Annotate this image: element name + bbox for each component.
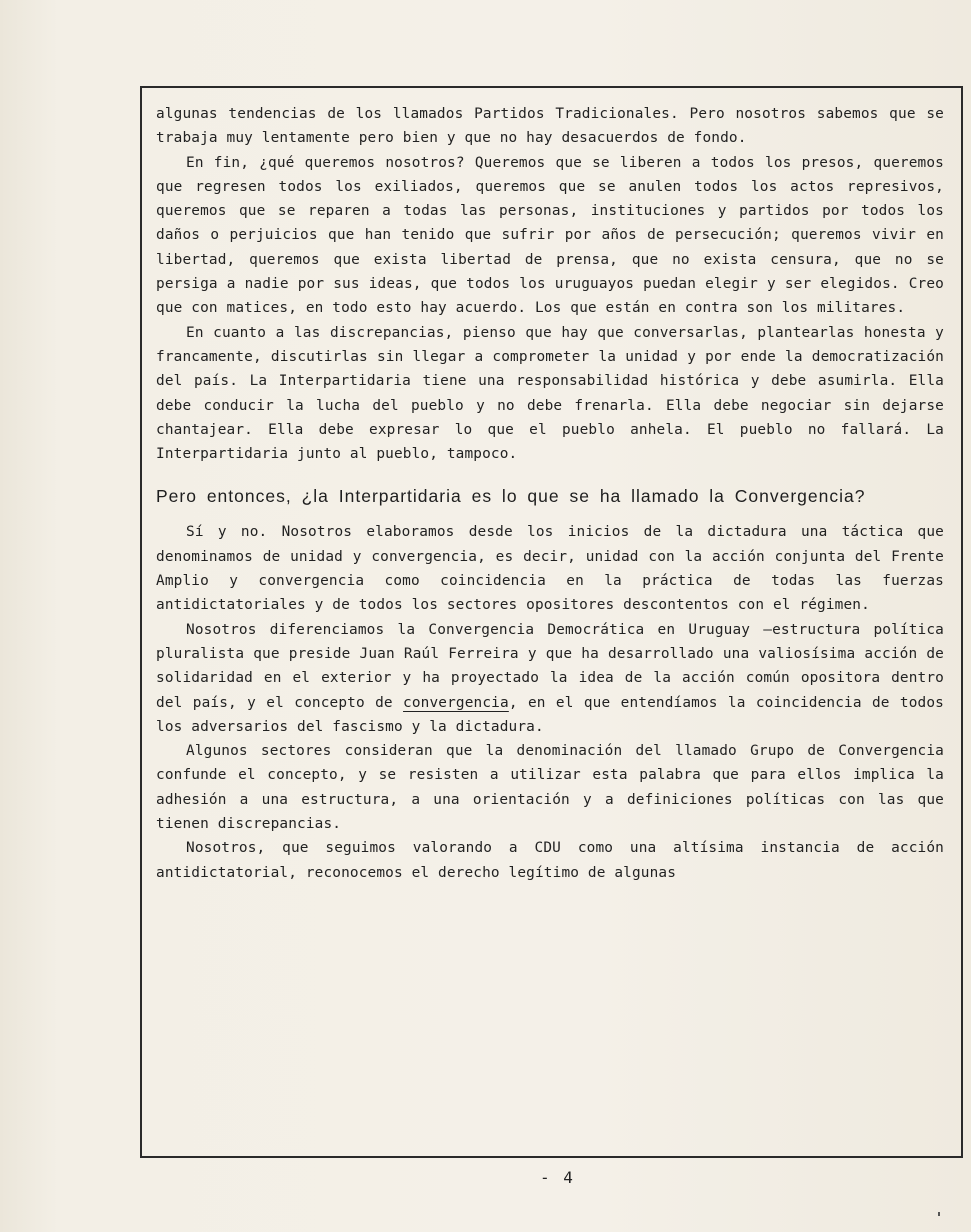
paragraph-5-start: Nosotros diferenciamos la Convergencia Democrática en Uruguay –estructura política pluralista que preside Juan Raúl Ferreira y que ha desarrollado una valiosísima acción de solidaridad en el exterior y ha proyectado la idea de la acción común opositora dentro del país, y el concepto de <box>156 621 944 711</box>
page-number: - 4 <box>540 1168 575 1187</box>
paragraph-7: Nosotros, que seguimos valorando a CDU como una altísima instancia de acción antidictatorial, reconocemos el derecho legítimo de algunas <box>156 840 944 881</box>
paragraph-5 <box>156 618 944 739</box>
paragraph-1: algunas tendencias de los llamados Partidos Tradicionales. Pero nosotros sabemos que se trabaja muy lentamente pero bien y que no hay desacuerdos de fondo. <box>156 106 944 147</box>
paragraph-2: En fin, ¿qué queremos nosotros? Queremos que se liberen a todos los presos, queremos que regresen todos los exiliados, queremos que se anulen todos los actos represivos, queremos que se reparen a todas las personas, instituciones y partidos por todos los daños o perjuicios que han tenido que sufrir por años de persecución; queremos vivir en libertad, queremos que exista libertad de prensa, que no exista censura, que no se persiga a nadie por sus ideas, que todos los uruguayos puedan elegir y ser elegidos. Creo que con matices, en todo esto hay acuerdo. Los que están en contra son los militares. <box>156 154 944 317</box>
paragraph-5-end: , en el que entendíamos la coincidencia de todos los adversarios del fascismo y la dictadura. <box>156 694 944 735</box>
document-body <box>156 102 944 885</box>
paragraph-3: En cuanto a las discrepancias, pienso que hay que conversarlas, plantearlas honesta y francamente, discutirlas sin llegar a comprometer la unidad y por ende la democratización del país. La Interpartidaria tiene una responsabilidad histórica y debe asumirla. Ella debe conducir la lucha del pueblo y no debe frenarla. Ella debe negociar sin dejarse chantajear. Ella debe expresar lo que el pueblo anhela. El pueblo no fallará. La Interpartidaria junto al pueblo, tampoco. <box>156 324 944 463</box>
underlined-term: convergencia <box>403 694 509 711</box>
paragraph-4: Sí y no. Nosotros elaboramos desde los inicios de la dictadura una táctica que denominamos de unidad y convergencia, es decir, unidad con la acción conjunta del Frente Amplio y convergencia como coincidencia en la práctica de todas las fuerzas antidictatoriales y de todos los sectores opositores descontentos con el régimen. <box>156 524 944 614</box>
paragraph-6: Algunos sectores consideran que la denominación del llamado Grupo de Convergencia confunde el concepto, y se resisten a utilizar esta palabra que para ellos implica la adhesión a una estructura, a una orientación y a definiciones políticas con las que tienen discrepancias. <box>156 743 944 833</box>
scan-speck <box>938 1212 940 1216</box>
interview-question: Pero entonces, ¿la Interpartidaria es lo que se ha llamado la Convergencia? <box>156 486 866 507</box>
